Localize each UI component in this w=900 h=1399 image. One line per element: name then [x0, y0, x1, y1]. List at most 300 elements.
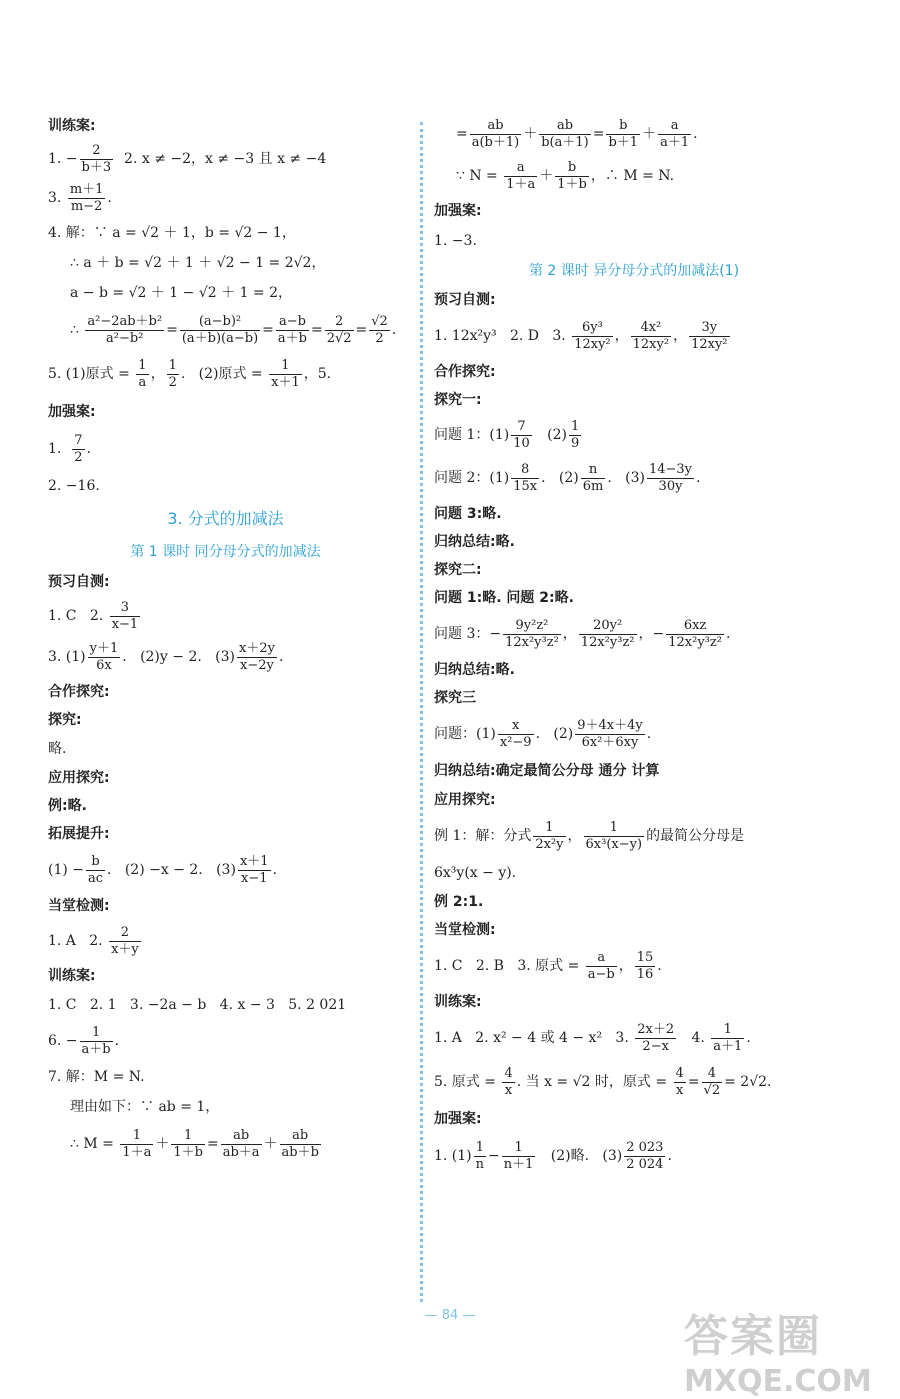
answer-text: − — [488, 1148, 500, 1164]
fraction-denominator: x＋1 — [271, 374, 300, 390]
fraction-denominator: b(a＋1) — [541, 134, 589, 150]
answer-text: . (2) — [541, 470, 579, 486]
lesson-title-text: 3. 分式的加减法 — [167, 509, 284, 528]
fraction-denominator: 2 — [375, 330, 384, 346]
fraction-denominator: x²−9 — [499, 734, 532, 750]
answer-text: 3. — [48, 190, 66, 206]
lesson-title-text: 第 2 课时 异分母分式的加减法(1) — [528, 263, 740, 279]
fraction-numerator: √2 — [371, 313, 388, 329]
fraction-numerator: 6xz — [666, 618, 724, 635]
answer-line — [48, 308, 403, 352]
section-heading-text: 加强案: — [434, 203, 482, 219]
answer-line — [434, 456, 834, 500]
watermark-logo — [684, 1300, 884, 1399]
answer-text: ∴ M = — [70, 1136, 119, 1152]
fraction-numerator: 1 — [120, 1128, 153, 1145]
fraction — [80, 1025, 113, 1058]
fraction-numerator: 4 — [675, 1065, 684, 1081]
fraction — [647, 462, 694, 495]
answer-text: 1. A 2. — [48, 933, 108, 949]
fraction-denominator: 12xy² — [574, 336, 611, 352]
fraction — [674, 1066, 686, 1099]
answer-line — [434, 1060, 834, 1104]
lesson-title — [48, 502, 403, 536]
section-heading-text: 应用探究: — [48, 770, 110, 786]
section-heading — [434, 500, 834, 528]
section-heading-text: 归纳总结:略. — [434, 534, 515, 550]
section-heading — [48, 568, 403, 596]
answer-text: 问题 3：− — [434, 626, 502, 642]
fraction-numerator: x＋1 — [239, 853, 269, 869]
answer-text: . (2) −x − 2. (3) — [107, 862, 236, 878]
answer-line — [434, 814, 834, 858]
fraction-denominator: 2 — [168, 374, 177, 390]
section-heading-text: 问题 1:略. 问题 2:略. — [434, 590, 574, 606]
section-heading-text: 探究二: — [434, 562, 482, 578]
fraction — [658, 118, 691, 151]
answer-text: = — [456, 126, 468, 142]
answer-text: . — [657, 958, 662, 974]
fraction-numerator: x＋2y — [238, 640, 275, 656]
fraction-denominator: 12x²y³z² — [668, 634, 722, 650]
fraction — [110, 600, 141, 633]
answer-text: ， — [150, 366, 165, 382]
fraction-denominator: x＋y — [111, 941, 139, 957]
section-heading — [434, 386, 834, 414]
fraction-denominator: 2x²y — [535, 836, 564, 852]
fraction-numerator: a−b — [276, 314, 309, 331]
fraction — [180, 314, 260, 347]
answer-text: 问题：(1) — [434, 726, 496, 742]
fraction-numerator: b — [606, 118, 640, 135]
fraction-numerator: 7 — [74, 432, 83, 448]
answer-text: 1. −3. — [434, 233, 477, 249]
section-heading-text: 当堂检测: — [434, 922, 496, 938]
fraction-denominator: 1＋a — [122, 1144, 152, 1160]
answer-text: . — [86, 441, 91, 457]
fraction-denominator: 6x — [96, 657, 112, 673]
answer-line — [48, 278, 403, 308]
fraction-denominator: 6m — [582, 478, 604, 494]
fraction-numerator: 8 — [511, 462, 539, 479]
answer-text: 问题 2：(1) — [434, 470, 510, 486]
fraction — [474, 1140, 486, 1173]
answer-text: a − b = √2 ＋ 1 − √2 ＋ 1 = 2， — [70, 285, 293, 301]
answer-text: 4. — [678, 1030, 710, 1046]
answer-line — [48, 596, 403, 636]
answer-text: ∴ — [70, 322, 84, 338]
section-heading-text: 拓展提升: — [48, 826, 110, 842]
answer-text: . (2) — [535, 726, 574, 742]
answer-text: . — [667, 1148, 672, 1164]
fraction-numerator: ab — [221, 1128, 262, 1145]
fraction-denominator: x−1 — [240, 870, 268, 886]
answer-text: ∵ N = — [456, 168, 503, 184]
fraction-numerator: y＋1 — [89, 640, 119, 656]
section-heading — [434, 528, 834, 556]
section-heading — [434, 584, 834, 612]
fraction-numerator: 1 — [138, 357, 147, 373]
answer-text: ， — [618, 958, 633, 974]
answer-text: ， — [673, 328, 688, 344]
fraction-numerator: 1 — [711, 1022, 744, 1039]
fraction-denominator: x−2y — [240, 657, 274, 673]
fraction-denominator: a＋b — [81, 1041, 111, 1057]
answer-text: 问题 1：(1) — [434, 427, 510, 443]
answer-line — [434, 944, 834, 988]
fraction-denominator: x — [676, 1082, 684, 1098]
fraction-denominator: a＋1 — [713, 1038, 743, 1054]
section-heading-text: 合作探究: — [48, 684, 110, 700]
fraction-denominator: 6x²＋6xy — [581, 734, 639, 750]
answer-line — [434, 1016, 834, 1060]
fraction-denominator: ac — [88, 870, 104, 886]
section-heading — [48, 678, 403, 706]
section-heading — [48, 764, 403, 792]
answer-text: ，5. — [303, 366, 332, 382]
answer-line — [434, 156, 834, 196]
watermark-line1: 答案圈 — [684, 1311, 822, 1362]
fraction-denominator: 12x²y³z² — [505, 634, 559, 650]
answer-text: . — [725, 626, 731, 642]
fraction — [572, 320, 612, 353]
fraction — [689, 320, 729, 353]
fraction-numerator: 7 — [511, 419, 532, 436]
section-heading — [48, 892, 403, 920]
section-heading-text: 预习自测: — [434, 292, 496, 308]
fraction-numerator: 1 — [502, 1140, 536, 1157]
fraction-denominator: 12xy² — [632, 336, 670, 352]
section-heading-text: 问题 3:略. — [434, 506, 502, 522]
fraction — [502, 1066, 514, 1099]
answer-line — [48, 636, 403, 678]
fraction-numerator: 2x＋2 — [637, 1021, 675, 1037]
fraction — [136, 358, 148, 391]
fraction — [511, 419, 532, 452]
fraction — [569, 419, 581, 452]
section-heading-text: 加强案: — [434, 1111, 482, 1127]
section-heading — [48, 820, 403, 848]
fraction-numerator: 2 — [109, 925, 141, 942]
answer-text: ＋ — [642, 126, 657, 142]
section-heading — [434, 656, 834, 684]
answer-text: . — [391, 322, 397, 338]
answer-line — [434, 226, 834, 256]
answer-text: ，− — [638, 626, 665, 642]
fraction-denominator: b＋1 — [608, 134, 639, 150]
fraction-denominator: 12xy² — [691, 336, 728, 352]
fraction-numerator: 2 — [325, 314, 354, 331]
fraction — [539, 118, 591, 151]
lesson-title — [434, 256, 834, 286]
fraction-denominator: a＋1 — [660, 134, 690, 150]
section-heading-text: 例 2:1. — [434, 894, 484, 910]
fraction — [606, 118, 640, 151]
fraction-denominator: 15x — [513, 478, 538, 494]
fraction-denominator: b＋3 — [81, 159, 112, 175]
section-heading — [434, 786, 834, 814]
fraction — [581, 462, 606, 495]
answer-line — [48, 218, 403, 248]
fraction-denominator: 9 — [570, 435, 580, 451]
fraction-denominator: 16 — [636, 966, 654, 982]
answer-text: . (2)原式 = — [180, 366, 268, 382]
fraction-numerator: 4 — [504, 1065, 513, 1081]
answer-line — [434, 1134, 834, 1178]
fraction — [575, 718, 645, 751]
answer-text: ＋ — [155, 1136, 170, 1152]
fraction — [280, 1128, 321, 1161]
fraction — [533, 820, 565, 853]
left-column — [48, 112, 403, 1166]
fraction-numerator: 4x² — [631, 320, 671, 337]
answer-line — [434, 712, 834, 756]
section-heading-text: 训练案: — [48, 968, 96, 984]
fraction-denominator: ab＋a — [222, 1144, 260, 1160]
fraction-numerator: 1 — [584, 820, 645, 837]
fraction-numerator: b — [86, 854, 105, 871]
answer-text: = — [687, 1074, 700, 1090]
answer-text: 1. A 2. x² − 4 或 4 − x² 3. — [434, 1030, 634, 1046]
answer-line — [48, 470, 403, 502]
fraction-denominator: 1＋b — [173, 1144, 203, 1160]
watermark-line2: MXQE.COM — [684, 1364, 872, 1399]
fraction — [635, 950, 656, 983]
answer-line — [434, 112, 834, 156]
fraction — [624, 1140, 665, 1173]
answer-text: 5. 原式 = — [434, 1074, 501, 1090]
answer-text: . (3) — [607, 470, 645, 486]
fraction-numerator: 3 — [110, 600, 141, 617]
fraction — [68, 182, 106, 215]
fraction — [237, 641, 277, 674]
fraction-numerator: 9＋4x＋4y — [577, 717, 643, 733]
answer-text: 7. 解：M = N. — [48, 1069, 145, 1085]
fraction — [711, 1022, 744, 1055]
section-heading — [434, 358, 834, 386]
answer-text: . — [696, 470, 701, 486]
answer-line — [48, 848, 403, 892]
answer-line — [48, 1062, 403, 1092]
answer-line — [48, 990, 403, 1020]
answer-text: 的最简公分母是 — [646, 828, 745, 844]
answer-line — [434, 612, 834, 656]
fraction-numerator: 6y³ — [572, 320, 612, 337]
fraction — [85, 314, 164, 347]
fraction-numerator: ab — [539, 118, 591, 135]
fraction-numerator: n — [581, 462, 606, 479]
answer-text: 例 1：解：分式 — [434, 828, 532, 844]
answer-text: 4. 解：∵ a = √2 ＋ 1，b = √2 − 1， — [48, 225, 296, 241]
fraction — [167, 358, 179, 391]
fraction — [238, 854, 271, 887]
fraction-denominator: 2 024 — [626, 1156, 664, 1172]
fraction-numerator: 1 — [171, 1128, 205, 1145]
answer-text: ＋ — [523, 126, 538, 142]
section-heading — [434, 196, 834, 226]
fraction-denominator: n＋1 — [503, 1156, 534, 1172]
fraction — [369, 314, 390, 347]
section-heading — [434, 988, 834, 1016]
column-divider — [420, 122, 423, 1302]
fraction-denominator: 2√2 — [326, 330, 352, 346]
fraction — [80, 143, 114, 176]
section-heading-text: 加强案: — [48, 404, 96, 420]
right-column — [434, 112, 834, 1178]
section-heading — [434, 888, 834, 916]
fraction-denominator: 10 — [513, 435, 530, 451]
answer-text: (2)略. (3) — [537, 1148, 623, 1164]
fraction-numerator: 1 — [269, 358, 302, 375]
answer-line — [48, 140, 403, 178]
fraction-numerator: ab — [280, 1128, 321, 1145]
fraction-denominator: a＋b — [277, 330, 307, 346]
fraction-numerator: 1 — [168, 357, 177, 373]
fraction-numerator: 9y²z² — [503, 618, 561, 635]
fraction-denominator: √2 — [703, 1082, 721, 1098]
fraction — [631, 320, 671, 353]
section-heading — [434, 916, 834, 944]
section-heading — [434, 684, 834, 712]
answer-text: ＋ — [263, 1136, 278, 1152]
section-heading-text: 应用探究: — [434, 792, 496, 808]
answer-text: ， — [614, 328, 629, 344]
answer-line — [434, 414, 834, 456]
answer-text: . (2)y − 2. (3) — [122, 649, 235, 665]
answer-text: = 2√2. — [724, 1074, 772, 1090]
section-heading — [48, 396, 403, 428]
section-heading — [434, 756, 834, 786]
answer-line — [48, 352, 403, 396]
fraction-numerator: 1 — [474, 1140, 486, 1157]
answer-text: 1. 12x²y³ 2. D 3. — [434, 328, 571, 344]
section-heading-text: 探究一: — [434, 392, 482, 408]
fraction-denominator: x — [504, 1082, 513, 1098]
section-heading — [434, 286, 834, 314]
answer-text: 3. (1) — [48, 649, 86, 665]
answer-line — [434, 858, 834, 888]
fraction-denominator: 1＋a — [506, 176, 536, 192]
fraction — [503, 618, 561, 651]
fraction — [269, 358, 302, 391]
answer-text: . — [272, 862, 277, 878]
lesson-title — [48, 536, 403, 568]
answer-line — [48, 734, 403, 764]
section-heading-text: 训练案: — [48, 118, 96, 134]
answer-line — [48, 920, 403, 962]
fraction-denominator: a²−b² — [106, 330, 144, 346]
answer-text: 6. − — [48, 1033, 78, 1049]
fraction — [109, 925, 141, 958]
section-heading-text: 当堂检测: — [48, 898, 110, 914]
section-heading — [48, 706, 403, 734]
fraction — [504, 160, 537, 193]
answer-text: . 当 x = √2 时，原式 = — [516, 1074, 672, 1090]
section-heading-text: 例:略. — [48, 798, 87, 814]
answer-text: (2) — [533, 427, 567, 443]
fraction-denominator: 1＋b — [557, 176, 587, 192]
answer-text: ， — [567, 828, 582, 844]
section-heading-text: 合作探究: — [434, 364, 496, 380]
fraction-numerator: ab — [470, 118, 522, 135]
answer-text: 5. (1)原式 = — [48, 366, 135, 382]
fraction — [511, 462, 539, 495]
fraction-denominator: 6x³(x−y) — [585, 836, 643, 852]
fraction-numerator: a — [504, 160, 537, 177]
fraction-numerator: m＋1 — [69, 181, 104, 197]
fraction-numerator: 14−3y — [648, 461, 693, 477]
answer-text: = — [310, 322, 323, 338]
answer-line — [48, 1092, 403, 1122]
answer-text: 1. (1) — [434, 1148, 472, 1164]
answer-text: = — [206, 1136, 219, 1152]
fraction-numerator: 1 — [533, 820, 565, 837]
answer-line — [48, 1020, 403, 1062]
fraction-numerator: (a−b)² — [180, 314, 260, 331]
fraction-numerator: 2 023 — [626, 1139, 664, 1155]
section-heading-text: 训练案: — [434, 994, 482, 1010]
answer-text: 理由如下：∵ ab = 1， — [70, 1099, 220, 1115]
fraction-numerator: 2 — [80, 143, 114, 160]
answer-text: . — [693, 126, 698, 142]
fraction — [498, 718, 534, 751]
answer-text: (1) − — [48, 862, 85, 878]
fraction-numerator: a — [658, 118, 691, 135]
answer-text: . — [746, 1030, 751, 1046]
fraction — [120, 1128, 153, 1161]
fraction — [470, 118, 522, 151]
answer-text: 1. C 2. B 3. 原式 = — [434, 958, 584, 974]
answer-text: 2. x ≠ −2，x ≠ −3 且 x ≠ −4 — [115, 151, 327, 167]
fraction-denominator: a — [138, 374, 147, 390]
section-heading-text: 探究三 — [434, 690, 476, 706]
fraction-numerator: 15 — [636, 949, 654, 965]
fraction — [86, 854, 105, 887]
answer-text: 略. — [48, 741, 67, 757]
answer-text: = — [166, 322, 178, 338]
lesson-title-text: 第 1 课时 同分母分式的加减法 — [130, 544, 321, 560]
answer-text: ∴ a ＋ b = √2 ＋ 1 ＋ √2 − 1 = 2√2， — [70, 255, 326, 271]
answer-text: . — [646, 726, 652, 742]
answer-line — [434, 314, 834, 358]
fraction — [579, 618, 637, 651]
fraction-numerator: 1 — [570, 418, 580, 434]
answer-text: 2. −16. — [48, 478, 100, 494]
answer-line — [48, 248, 403, 278]
fraction-numerator: b — [555, 160, 589, 177]
answer-text: 1. C 2. 1 3. −2a − b 4. x − 3 5. 2 021 — [48, 997, 347, 1013]
fraction-denominator: (a＋b)(a−b) — [181, 330, 259, 346]
fraction — [171, 1128, 205, 1161]
fraction — [72, 433, 84, 466]
answer-text: 1. − — [48, 151, 78, 167]
fraction — [221, 1128, 262, 1161]
fraction-denominator: 30y — [658, 478, 683, 494]
page-number: — 84 — — [424, 1308, 476, 1323]
fraction-denominator: 2 — [74, 449, 83, 465]
fraction-numerator: 4 — [702, 1066, 723, 1083]
answer-text: 1. — [48, 441, 71, 457]
section-heading — [48, 962, 403, 990]
answer-text: 6x³y(x − y). — [434, 865, 517, 881]
section-heading — [48, 112, 403, 140]
fraction — [586, 950, 617, 983]
fraction — [325, 314, 354, 347]
answer-text: . — [107, 190, 112, 206]
fraction — [666, 618, 724, 651]
section-heading-text: 归纳总结:略. — [434, 662, 515, 678]
answer-text: . — [278, 649, 284, 665]
